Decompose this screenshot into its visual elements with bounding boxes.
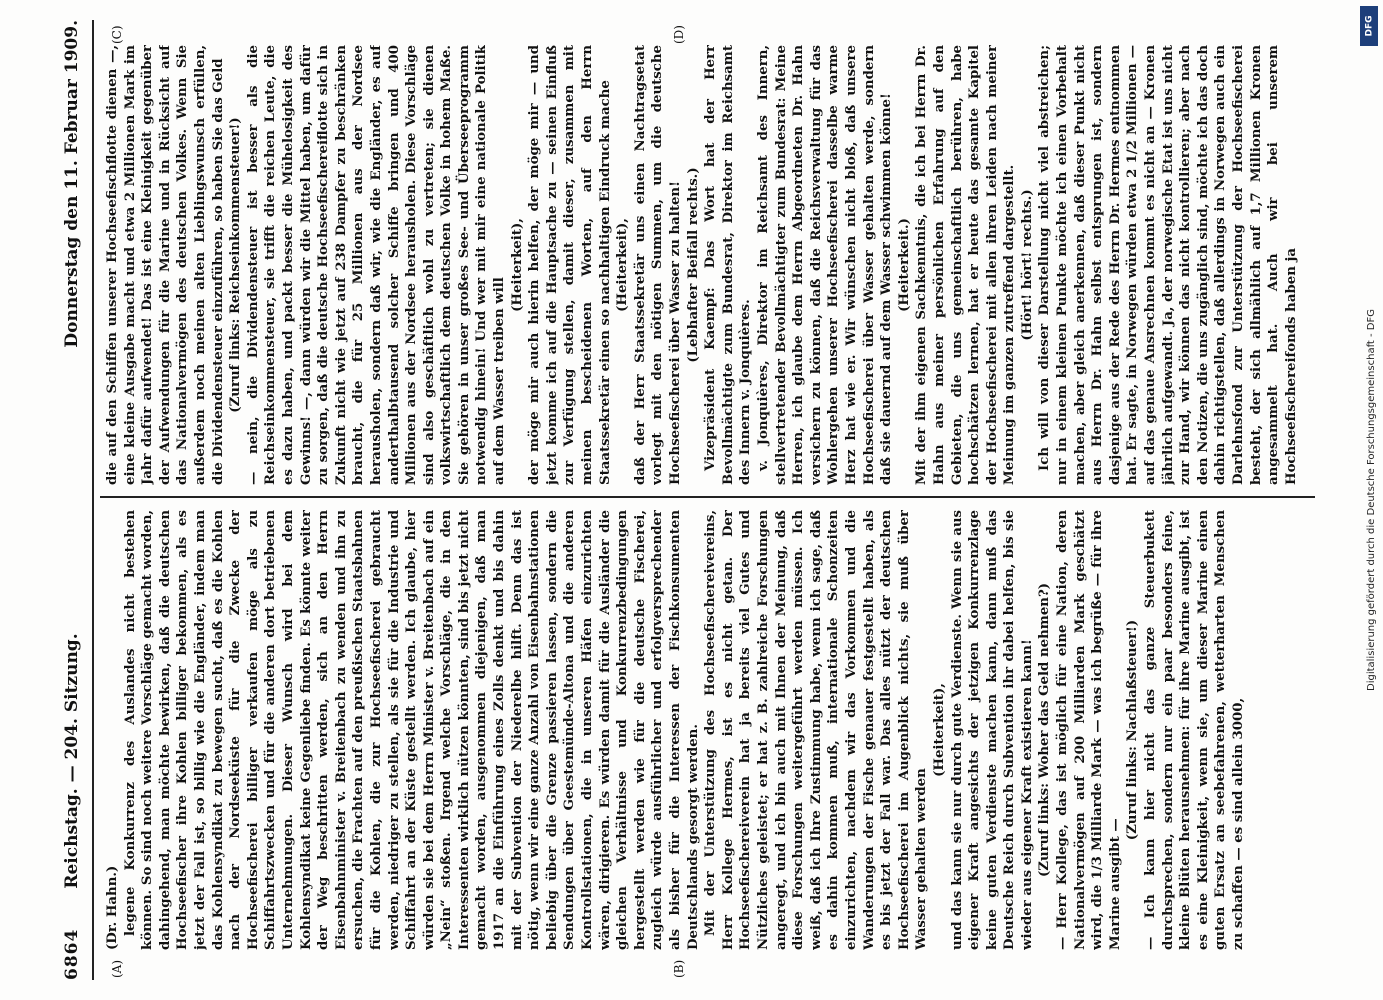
dfg-logo: DFG: [1360, 6, 1378, 46]
left-column-paragraph: Mit der Unterstützung des Hochseefischereivereins, Herr Kollege Hermes, ist es nicht getan. Der Hochseefischereiverein hat ja bereits viel Gutes und Nützliches geleistet; er hat z. B. zahlreiche Forschungen angeregt, und ich bin auch mit Ihnen der Meinung, daß diese Forschungen weitergeführt werden müssen. Ich weiß, daß ich Ihre Zustimmung habe, wenn ich sage, daß es dahin kommen muß, internationale Schonzeiten einzurichten, nachdem wir das Vorkommen und die Wanderungen der Fische genauer festgestellt haben, als es bis jetzt der Fall war. Das alles nützt der deutschen Hochseefischerei im Augenblick nichts, sie muß über Wasser gehalten werden: [703, 510, 930, 950]
right-column-paragraph: — nein, die Dividendensteuer ist besser als die Reichseinkommensteuer, sie trifft die reichen Leute, die es dazu haben, und packt besser die Mühelosigkeit des Gewinns! —, dann würden wir die Mittel haben, um dafür zu sorgen, daß die deutsche Hochseefischereiflotte sich in Zukunft nicht wie jetzt auf 238 Dampfer zu beschränken braucht, die für 25 Millionen aus der Nordsee herausholen, sondern daß wir, wie die Engländer, es auf anderthalbtausend solcher Schiffe bringen und 400 Millionen aus der Nordsee herausholen. Diese Vorschläge sind also geschäftlich wohl zu vertreten; sie dienen volkswirtschaftlich dem deutschen Volke in hohem Maße. Sie gehören in unser großes See- und Überseeprogramm notwendig hinein! Und wer mit mir eine nationale Politik auf dem Wasser treiben will: [245, 45, 508, 485]
left-column-paragraph: — Ich kann hier nicht das ganze Steuerbukett durchsprechen, sondern nur ein paar besonders feine, kleine Blüten herausnehmen: für ihre Marine ausgibt, ist es eine Kleinigkeit, wenn sie, um dieser Marine einen guten Ersatz an seebefahrenen, wetterharten Menschen zu schaffen — es sind allein 3000,: [1143, 510, 1246, 950]
right-column-paragraph: der möge mir auch hierin helfen, der möge mir — und jetzt komme ich auf die Hauptsache zu — seinen Einfluß zur Verfügung stellen, damit dieser, zusammen mit meinen bescheidenen Worten, auf den Herrn Staatssekretär einen so nachhaltigen Eindruck mache: [527, 45, 613, 485]
left-column-paragraph: und das kann sie nur durch gute Verdienste. Wenn sie aus eigener Kraft angesichts der jetzigen Konkurrenzlage keine guten Verdienste machen kann, dann muß das Deutsche Reich durch Subvention ihr dabei helfen, bis sie wieder aus eigener Kraft existieren kann!: [949, 510, 1035, 950]
page-number: 6864: [62, 928, 82, 980]
right-column-paragraph: (Heiterkeit.): [896, 218, 912, 312]
page-header: [52, 20, 94, 980]
right-column-paragraph: (Hört! hört! rechts.): [1019, 189, 1035, 341]
left-column-paragraph: — Herr Kollege, das ist möglich für eine Nation, deren Nationalvermögen auf 200 Milliarden Mark geschätzt wird, die 1/3 Milliarde Mark — was ich begrüße — für ihre Marine ausgibt —: [1055, 510, 1123, 950]
right-column-paragraph: daß der Herr Staatssekretär uns einen Nachtragsetat vorlegt mit den nötigen Summen, um die deutsche Hochseefischerei über Wasser zu halten!: [632, 45, 683, 485]
column-divider: [100, 496, 1315, 498]
rotated-content: [52, 20, 1332, 980]
left-column-paragraph: (Zuruf links: Nachlaßsteuer!): [1125, 619, 1141, 841]
session-title: Reichstag. — 204. Sitzung.: [62, 633, 82, 889]
right-column-paragraph: (Zuruf links: Reichseinkommensteuer!): [228, 117, 244, 413]
digitization-credit: Digitalisierung gefördert durch die Deutsche Forschungsgemeinschaft - DFG: [1366, 308, 1377, 692]
session-date: Donnerstag den 11. Februar 1909.: [62, 20, 82, 348]
margin-marker-a: (A): [110, 959, 124, 978]
right-column-paragraph: v. Jonquières, Direktor im Reichsamt des Innern, stellvertretender Bevollmächtigter zum Bundesrat: Meine Herren, ich glaube dem Herrn Abgeordneten Dr. Hahn versichern zu können, daß die Reichsverwaltung für das Wohlergehen unserer Hochseefischerei dasselbe warme Herz hat wie er. Wir wünschen nicht bloß, daß unsere Hochseefischerei über Wasser gehalten werde, sondern daß sie dauernd auf dem Wasser schwimmen könne!: [755, 45, 895, 485]
right-column-paragraph: (Heiterkeit),: [509, 218, 525, 312]
left-column-paragraph: (Dr. Hahn.): [105, 865, 120, 950]
left-text-column: [104, 510, 1314, 950]
right-column-paragraph: Mit der ihm eigenen Sachkenntnis, die ich bei Herrn Dr. Hahn aus meiner persönlichen Erfahrung auf den Gebieten, die uns gemeinschaftlich berühren, habe hochschätzen lernen, hat er heute das gesamte Kapitel der Hochseefischerei mit allen ihren Leiden nach meiner Meinung im ganzen zutreffend dargestellt.: [914, 45, 1018, 485]
left-column-paragraph: (Heiterkeit),: [931, 683, 947, 777]
margin-marker-b: (B): [672, 959, 686, 978]
right-column-paragraph: Ich will von dieser Darstellung nicht viel abstreichen; nur in einem kleinen Punkte möchte ich einen Vorbehalt machen, aber gleich anerkennen, daß dieser Punkt nicht aus Herrn Dr. Hahn selbst entsprungen ist, sondern dasjenige aus der Rede des Herrn Dr. Hermes entnommen hat. Er sagte, in Norwegen würden etwa 2 1/2 Millionen — auf das genaue Ansrechnen kommt es nicht an — Kronen jährlich aufgewandt. Ja, der norwegische Etat ist uns nicht zur Hand, wir können das nicht kontrollieren; aber nach den Notizen, die uns zugänglich sind, möchte ich das doch dahin richtigstellen, daß allerdings in Norwegen auch ein Darlehnsfond zur Unterstützung der Hochseefischerei besteht, der sich allmählich auf 1,7 Millionen Kronen angesammelt hat. Auch wir bei unserem Hochseefischereifonds haben ja: [1037, 45, 1299, 485]
left-column-paragraph: (Zuruf links: Woher das Geld nehmen?): [1037, 582, 1053, 878]
right-column-paragraph: (Heiterkeit),: [615, 218, 631, 312]
left-column-paragraph: legene Konkurrenz des Auslandes nicht bestehen können. So sind noch weitere Vorschläge gemacht worden, dahingehend, man möchte bewirken, daß die deutschen Hochseefischer ihre Kohlen billiger bekommen, als es jetzt der Fall ist, so billig wie die Engländer, indem man das Kohlensyndikat zu bewegen sucht, daß es die Kohlen nach der Nordseeküste für die Zwecke der Hochseefischerei billiger verkaufen möge als zu Schiffahrtszwecken und für die anderen dort betriebenen Unternehmungen. Dieser Wunsch wird bei dem Kohlensyndikat keine Gegenliebe finden. Es könnte weiter der Weg beschritten werden, sich an den Herrn Eisenbahnminister v. Breitenbach zu wenden und ihn zu ersuchen, die Frachten auf den preußischen Staatsbahnen für die Kohlen, die zur Hochseefischerei gebraucht werden, niedriger zu stellen, als sie für die Industrie und Schiffahrt an der Küste gestellt werden. Ich glaube, hier würden sie bei dem Herrn Minister v. Breitenbach auf ein „Nein“ stoßen. Irgend welche Vorschläge, die in den Interessenten wirklich nützen könnten, sind bis jetzt nicht gemacht worden, ausgenommen diejenigen, daß man 1917 an die Einführung eines Zolls denkt und bis dahin mit der Subvention der Niederelbe hilft. Denn das ist nötig, wenn wir eine ganze Anzahl von Eisenbahnstationen beliebig über die Grenze passieren lassen, sondern die Sendungen über Geestemünde-Altona und die anderen Kontrollstationen, die in unseren Häfen einzurichten wären, dirigieren. Es würden damit für die Ausländer die gleichen Verhältnisse und Konkurrenzbedingungen hergestellt werden wie für die deutsche Fischerei, zugleich würde ausführlicher und erfolgversprechender als bisher für die Interessen der Fischkonsumenten Deutschlands gesorgt werden.: [122, 510, 701, 950]
right-text-column: [104, 45, 1314, 485]
margin-marker-c: (C): [110, 25, 124, 44]
right-column-paragraph: die auf den Schiffen unserer Hochseefischflotte dienen —, eine kleine Ausgabe macht und etwa 2 Millionen Mark im Jahr dafür aufwendet! Das ist eine Kleinigkeit gegenüber der Aufwendungen für die Marine und in Rücksicht auf das Nationalvermögen des deutschen Volkes. Wenn Sie außerdem noch meinen alten Lieblingswunsch erfüllen, die Dividendensteuer einzuführen, so haben Sie das Geld: [105, 45, 226, 485]
right-column-paragraph: (Lebhafter Beifall rechts.): [685, 167, 701, 363]
right-column-paragraph: Vizepräsident Kaempf: Das Wort hat der Herr Bevollmächtigte zum Bundesrat, Direktor im Reichsamt des Innern v. Jonquières.: [703, 45, 754, 485]
margin-marker-d: (D): [672, 25, 686, 44]
